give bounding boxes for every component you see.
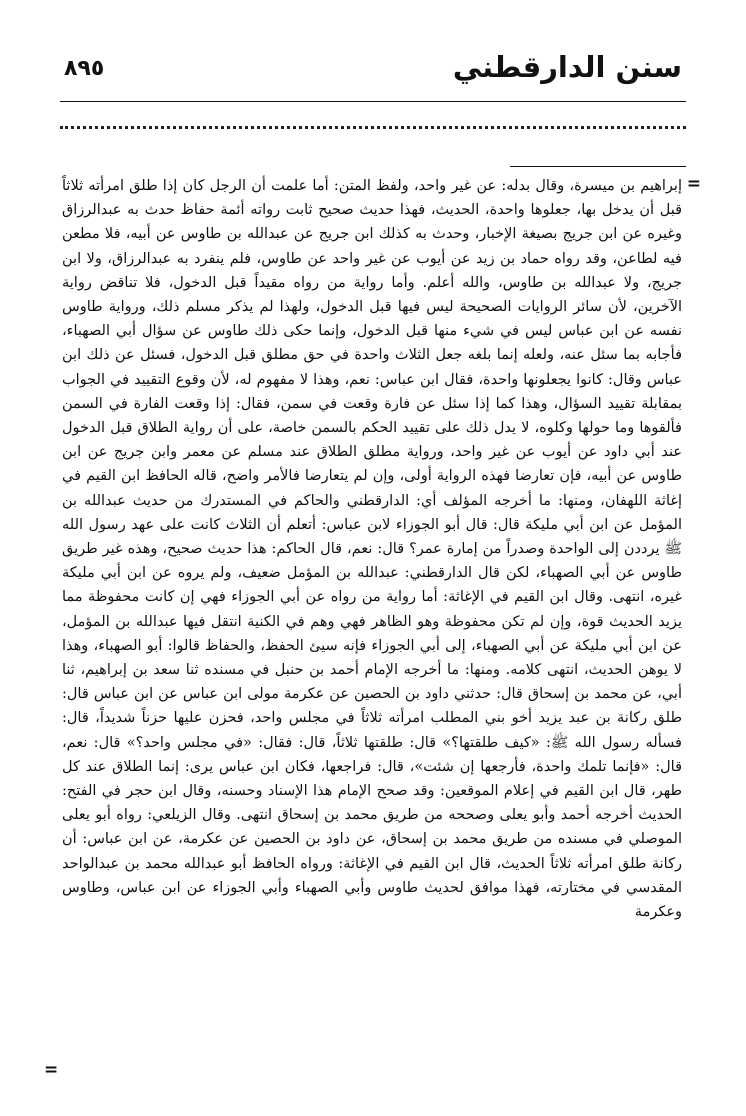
footnote-continues-mark: = [44,1060,59,1080]
footnote-rule [510,166,686,167]
page-number: ٨٩٥ [64,56,105,81]
footnote-continuation-mark: = [686,174,701,194]
dotted-separator [60,126,686,129]
book-title: سنن الدارقطني [452,50,682,84]
footnote-text: إبراهيم بن ميسرة، وقال بدله: عن غير واحد، ولفظ المتن: أما علمت أن الرجل كان إذا طلق امرأته ثلاثاً قبل أن يدخل بها، جعلوها واحدة، الحديث، فهذا حديث صحيح ثابت رواته أئمة حفاظ حدث به عبدالرزاق وغيره عن ابن جريج بصيغة الإخبار، وحدث به كذلك ابن جريج عن عبدالله بن طاوس عن أبيه، فلا مطعن فيه لطاعن، وقد رواه حماد بن زيد عن أيوب عن غير واحد عن طاوس، فلم ينفرد به عبدالرزاق، ولا ابن جريج، ولا عبدالله بن طاوس، والله أعلم. وأما رواية من رواه مقيداً قبل الدخول، فلا تناقض رواية الآخرين، لأن سائر الروايات الصحيحة ليس فيها قبل الدخول، ولهذا لم يذكر مسلم ذلك، ورواية طاوس نفسه عن ابن عباس ليس في شيء منها قبل الدخول، وإنما حكى ذلك طاوس عن سؤال أبي الصهباء، فأجابه بما سئل عنه، ولعله إنما بلغه جعل الثلاث واحدة في حق مطلق قبل الدخول، فسئل عن ذلك ابن عباس وقال: كانوا يجعلونها واحدة، فقال ابن عباس: نعم، وهذا لا مفهوم له، لأن وقوع التقييد في الجواب بمقابلة تقييد السؤال، وهذا كما إذا سئل عن فارة وقعت في سمن، فقال: إذا وقعت الفارة في السمن فألقوها وما حولها وكلوه، لا يدل ذلك على تقييد الحكم بالسمن خاصة، على أن رواية الطلاق قبل الدخول عند أبي داود عن أيوب عن غير واحد، ورواية مطلق الطلاق عند مسلم عن معمر وابن جريج عن ابن طاوس عن أبيه، فإن تعارضا فهذه الرواية أولى، وإن لم يتعارضا فالأمر واضح، قاله الحافظ ابن القيم في إغاثة اللهفان، ومنها: ما أخرجه المؤلف أي: الدارقطني والحاكم في المستدرك من حديث عبدالله بن المؤمل عن ابن أبي مليكة قال: قال أبو الجوزاء لابن عباس: أتعلم أن الثلاث كانت على عهد رسول الله ﷺ يرددن إلى الواحدة وصدراً من إمارة عمر؟ قال: نعم، قال الحاكم: هذا حديث صحيح، وهذه غير طريق طاوس عن أبي الصهباء، لكن قال الدارقطني: عبدالله بن المؤمل ضعيف، ولم يروه عن ابن أبي مليكة غيره، انتهى. وقال ابن القيم في الإغاثة: أما رواية من رواه عن أبي الجوزاء فهي إن كانت محفوظة مما يزيد الحديث قوة، وإن لم تكن محفوظة وهو الظاهر فهي وهم في الكنية انتقل فيها عبدالله بن المؤمل، عن ابن أبي مليكة عن أبي الصهباء، إلى أبي الجوزاء فإنه سيئ الحفظ، والحفاظ قالوا: أبو الصهباء، وهذا لا يوهن الحديث، انتهى كلامه. ومنها: ما أخرجه الإمام أحمد بن حنبل في مسنده ثنا سعد بن إبراهيم، ثنا أبي، عن محمد بن إسحاق قال: حدثني داود بن الحصين عن عكرمة مولى ابن عباس عن ابن عباس قال: طلق ركانة بن عبد يزيد أخو بني المطلب امرأته ثلاثاً في مجلس واحد، فحزن عليها حزناً شديداً، قال: فسأله رسول الله ﷺ: «كيف طلقتها؟» قال: طلقتها ثلاثاً، قال: فقال: «في مجلس واحد؟» قال: نعم، قال: «فإنما تلمك واحدة، فأرجعها إن شئت»، قال: فراجعها، فكان ابن عباس يرى: إنما الطلاق عند كل طهر، قال ابن القيم في إعلام الموقعين: وقد صحح الإمام هذا الإسناد وحسنه، وقال ابن حجر في الفتح: الحديث أخرجه أحمد وأبو يعلى وصححه من طريق محمد بن إسحاق انتهى. وقال الزيلعي: رواه أبو يعلى الموصلي في مسنده من طريق محمد بن إسحاق، عن داود بن الحصين عن عكرمة، عن ابن عباس: أن ركانة طلق امرأته ثلاثاً الحديث، قال ابن القيم في الإغاثة: ورواه الحافظ أبو عبدالله محمد بن عبدالواحد المقدسي في مختارته، فهذا موافق لحديث طاوس وأبي الصهباء وأبي الجوزاء عن ابن عباس، وطاوس وعكرمة [62,178,682,921]
header-rule [60,101,686,102]
